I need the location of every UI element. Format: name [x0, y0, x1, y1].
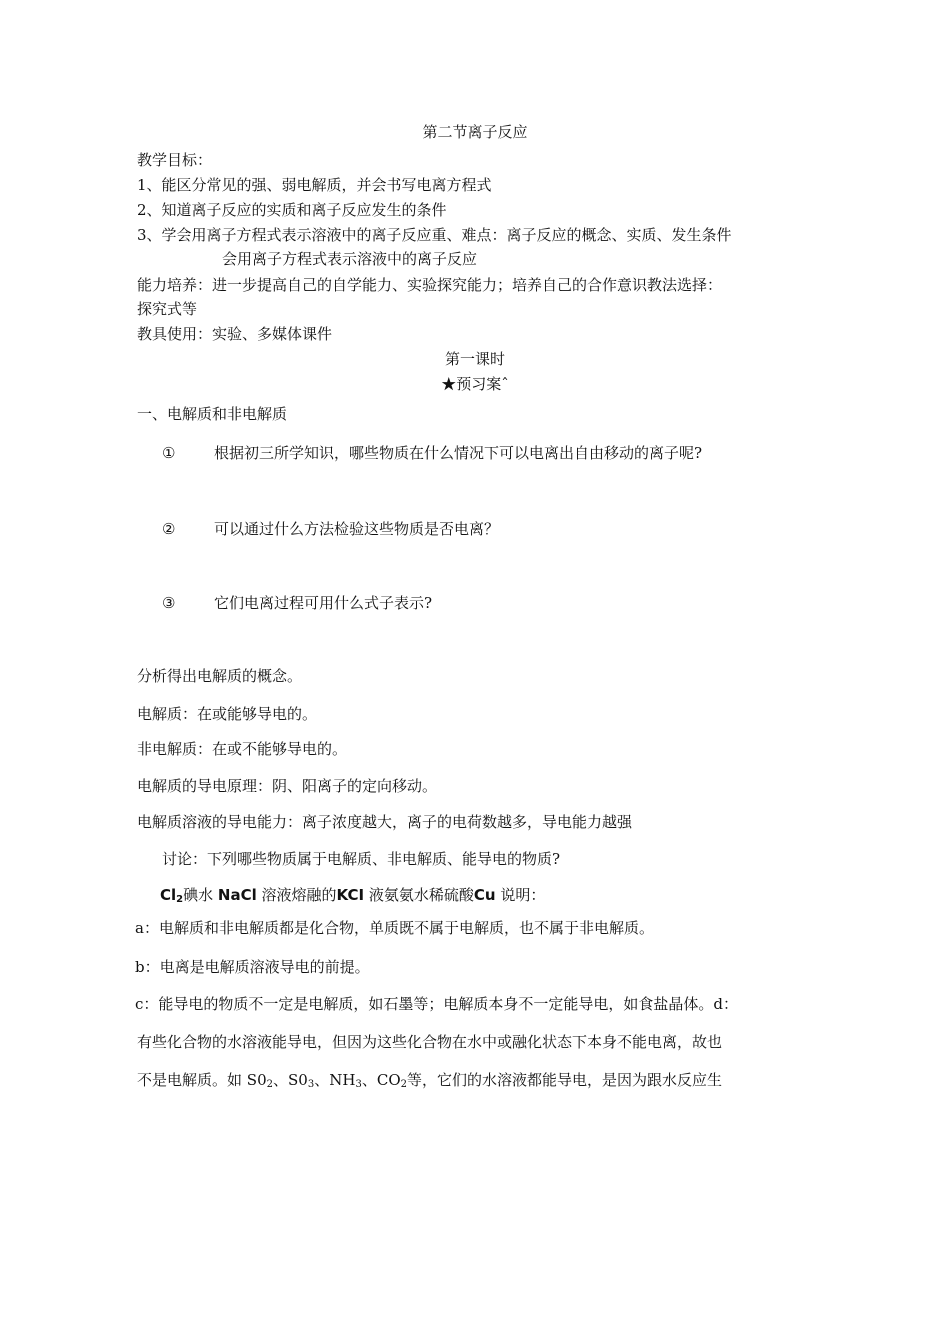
- conduction-principle: 电解质的导电原理：阴、阳离子的定向移动。: [137, 777, 438, 795]
- conduction-ability: 电解质溶液的导电能力：离子浓度越大，离子的电荷数越多，导电能力越强: [137, 813, 633, 831]
- formula-co2-subscript: 2: [400, 1079, 407, 1090]
- tools-line: 教具使用：实验、多媒体课件: [137, 325, 333, 343]
- ability-line-1: 能力培养：进一步提高自己的自学能力、实验探究能力；培养自己的合作意识教法选择：: [137, 276, 723, 294]
- substance-text: 溶液熔融的: [261, 886, 337, 904]
- formula-nacl: NaCl: [217, 886, 257, 904]
- substance-list: [160, 885, 545, 910]
- formula-so3: S0: [288, 1071, 308, 1089]
- question-text-3: 它们电离过程可用什么式子表示?: [214, 594, 433, 612]
- electrolyte-definition: 电解质：在或能够导电的。: [137, 705, 318, 723]
- formula-so2-subscript: 2: [266, 1079, 273, 1090]
- substance-text: 碘水: [183, 886, 214, 904]
- objective-item-1: 1、能区分常见的强、弱电解质，并会书写电离方程式: [137, 176, 492, 194]
- separator: 、: [314, 1071, 330, 1089]
- question-text-2: 可以通过什么方法检验这些物质是否电离？: [214, 520, 500, 538]
- objective-item-2: 2、知道离子反应的实质和离子反应发生的条件: [137, 201, 447, 219]
- formula-cl-subscript: 2: [176, 894, 184, 905]
- note-text: 不是电解质。如: [137, 1071, 243, 1089]
- non-electrolyte-definition: 非电解质：在或不能够导电的。: [137, 740, 348, 758]
- note-b: b：电离是电解质溶液导电的前提。: [135, 958, 370, 976]
- substance-text: 液氨氨水稀硫酸: [368, 886, 474, 904]
- lesson-title: 第一课时: [444, 350, 505, 368]
- formula-co2: CO: [376, 1071, 401, 1089]
- note-c-line-3: [137, 1070, 722, 1095]
- substance-text: 说明：: [500, 886, 546, 904]
- question-number-3: ③: [162, 594, 176, 612]
- objective-indented-line: 会用离子方程式表示溶液中的离子反应: [222, 250, 478, 268]
- body-paragraph: 分析得出电解质的概念。: [137, 667, 303, 685]
- question-number-1: ①: [162, 444, 176, 462]
- preview-heading: ★预习案ˆ: [441, 375, 509, 393]
- formula-kci: KCI: [336, 886, 365, 904]
- separator: 、: [273, 1071, 289, 1089]
- formula-nh3-subscript: 3: [355, 1079, 362, 1090]
- formula-so3-subscript: 3: [307, 1079, 315, 1090]
- ability-line-2: 探究式等: [137, 300, 198, 318]
- page-title: 第二节离子反应: [422, 123, 528, 141]
- note-c-line-1: c：能导电的物质不一定是电解质，如石墨等；电解质本身不一定能导电，如食盐晶体。d：: [135, 995, 739, 1013]
- section-heading: 一、电解质和非电解质: [137, 405, 288, 423]
- formula-so2: S0: [246, 1071, 267, 1089]
- formula-cu: Cu: [473, 886, 496, 904]
- formula-nh3: NH: [329, 1071, 356, 1089]
- discussion-prompt: 讨论：下列哪些物质属于电解质、非电解质、能导电的物质?: [162, 850, 561, 868]
- separator: 、: [361, 1071, 377, 1089]
- note-a: a：电解质和非电解质都是化合物，单质既不属于电解质，也不属于非电解质。: [135, 919, 654, 937]
- note-c-line-2: 有些化合物的水溶液能导电，但因为这些化合物在水中或融化状态下本身不能电离，故也: [137, 1033, 723, 1051]
- question-number-2: ②: [162, 520, 176, 538]
- objectives-heading: 教学目标：: [137, 151, 213, 169]
- note-text: 等，它们的水溶液都能导电，是因为跟水反应生: [407, 1071, 723, 1089]
- formula-cl: Cl: [160, 886, 177, 904]
- objective-item-3: 3、学会用离子方程式表示溶液中的离子反应重、难点：离子反应的概念、实质、发生条件: [137, 226, 732, 244]
- question-text-1: 根据初三所学知识，哪些物质在什么情况下可以电离出自由移动的离子呢?: [214, 444, 703, 462]
